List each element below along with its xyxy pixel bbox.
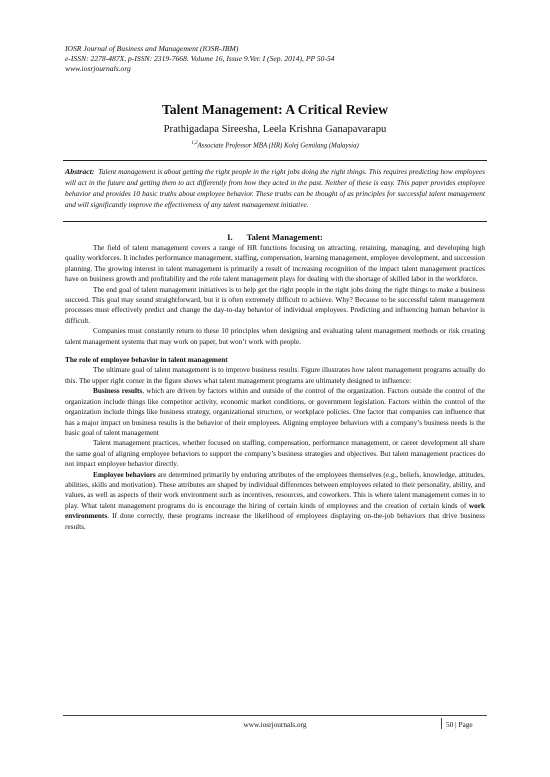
section-title: Talent Management: [246,232,323,242]
body-text [65,243,485,532]
paragraph: The field of talent management covers a range of HR functions focusing on attracting, retaining, managing, and developing high quality workforces. It includes performance management, staffing, compensation, learning management, employee development, and succession planning. The growing interest in talent management is primarily a result of increasing recognition of the impact talent management practices have on business growth and profitability and the role talent management plays for dealing with the shortage of skilled labor in the workforce. [65,244,485,284]
abstract [65,166,485,210]
journal-header [65,44,335,74]
abstract-text: Talent management is about getting the right people in the right jobs doing the right things. This requires predicting how employees will act in the future and getting them to act differently from how they acted in the past. Neither of these is easy. This paper provides employee behavior and provides 10 basic truths about employee behavior. These truths can be thought of as principles for successful talent management and will significantly improve the effectiveness of any talent management initiative. [65,167,485,209]
footer-divider [441,718,442,729]
bold-term: Business results [93,387,143,396]
journal-website: www.iosrjournals.org [65,64,131,73]
abstract-top-rule [63,160,487,161]
bold-term: Employee behaviors [93,470,156,479]
page-number: 50 | Page [446,720,473,729]
affiliation-superscript: 1,2 [191,141,198,146]
abstract-bottom-rule [63,221,487,222]
paper-authors: Prathigadapa Sireesha, Leela Krishna Ganapavarapu [163,124,387,135]
journal-issn: e-ISSN: 2278-487X, p-ISSN: 2319-7668. Volume 16, Issue 9.Ver. I (Sep. 2014), PP 50-54 [65,54,335,63]
paragraph: Talent management practices, whether focused on staffing, compensation, performance management, or career development all share the same goal of aligning employee behaviors to support the company’s business strategies and objectives. But talent management practices do not impact employee behavior directly. [65,439,485,469]
section-number: I. [227,232,233,242]
journal-name: IOSR Journal of Business and Management (IOSR-JBM) [65,44,239,53]
paragraph: Companies must constantly return to these 10 principles when designing and evaluating talent management methods or risk creating talent management systems that may work on paper, but won’t work with people. [65,327,485,346]
paragraph-text: , which are driven by factors within and outside of the control of the organization. Factors outside the control of the organization include things like competitor activity, economic market conditions, or government legislation. Factors within the control of the organization include things like business strategy, organizational structure, or workplace policies. One factor that companies can influence that has a major impact on business results is the behavior of their employees. Aligning employee behaviors with a company’s business needs is the basic goal of talent management [65,387,485,437]
paragraph [65,386,485,438]
paragraph-text: are determined primarily by enduring attributes of the employees themselves (e.g., beliefs, knowledge, attitudes, abilities, skills and motivation). These attributes are shaped by individual differences between employees related to their personality, ability, and values, as well as aspects of their work environment such as incentives, resources, and coworkers. This is where talent management comes in to play. What talent management programs do is encourage the hiring of certain kinds of employees and the creation of certain kinds of [65,470,485,510]
affiliation-text: Associate Professor MBA (HR) Kolej Gemilang (Malaysia) [197,142,359,150]
paragraph: The ultimate goal of talent management is to improve business results. Figure illustrates how talent management programs actually do this. The upper right corner in the figure shows what talent management programs are ultimately designed to influence: [65,366,485,385]
abstract-label: Abstract: [65,167,95,176]
footer-rule [63,715,487,716]
paragraph: The end goal of talent management initiatives is to help get the right people in the right jobs doing the right things to make a business succeed. This goal may sound straightforward, but it is often extremely difficult to achieve. Why? Because to be successful talent management processes must effectively predict and change the day-to-day behavior of individual employees. Predicting and influencing human behavior is difficult. [65,285,485,325]
subsection-heading: The role of employee behavior in talent management [65,356,228,365]
paragraph-text: . If done correctly, these programs increase the likelihood of employees displaying on-the-job behaviors that drive business results. [65,512,485,531]
bold-term: work environments [65,501,485,521]
paper-title: Talent Management: A Critical Review [161,102,389,117]
section-heading [0,232,550,242]
paper-affiliation [0,141,550,149]
footer-url: www.iosrjournals.org [243,720,307,729]
paragraph [65,470,485,532]
